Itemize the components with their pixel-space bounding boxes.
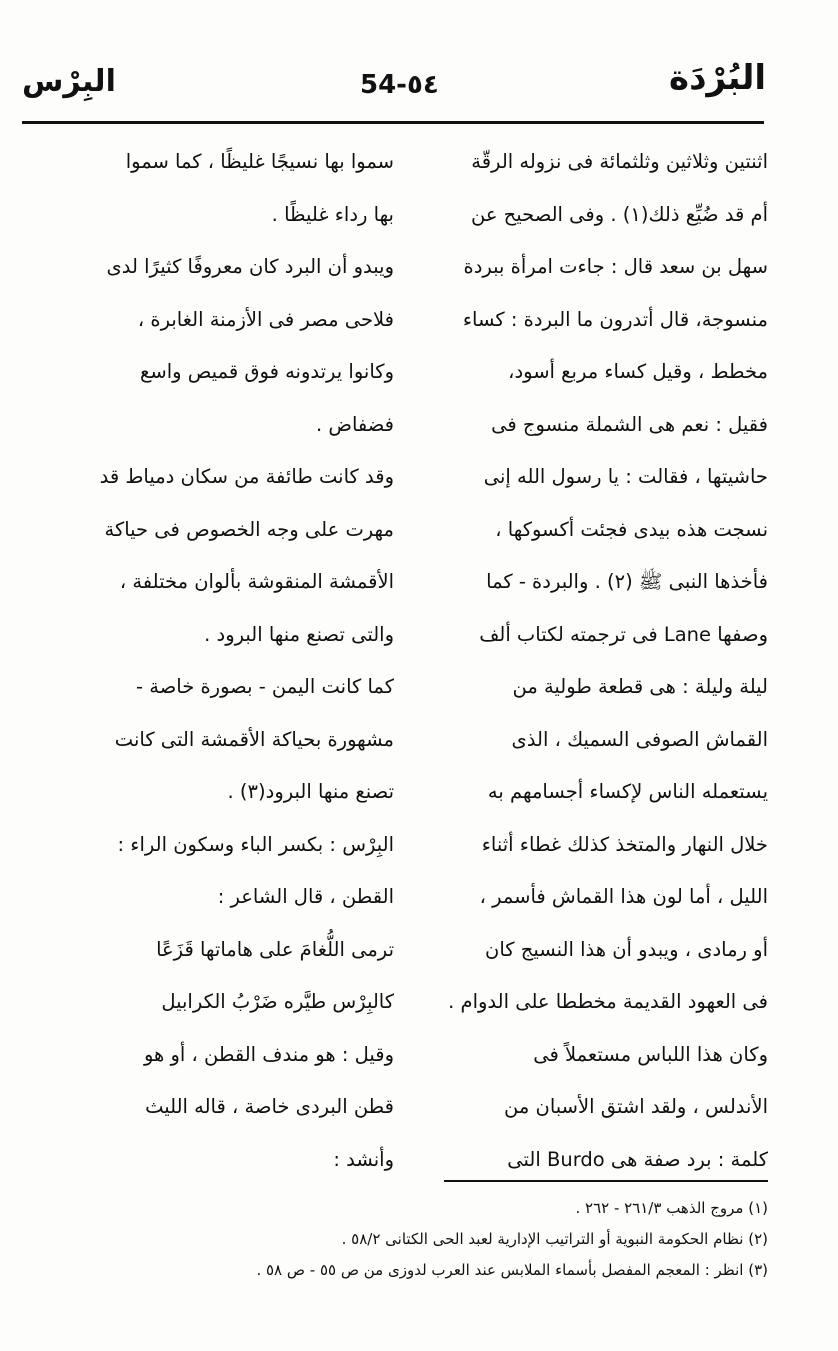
text-line: نسجت هذه بيدى فجئت أكسوكها ، <box>495 517 768 541</box>
text-column-right <box>430 136 768 1186</box>
text-line: مخطط ، وقيل كساء مربع أسود، <box>508 360 768 383</box>
text-line: ترمى اللُّغامَ على هاماتها قَزَعًا <box>156 937 394 961</box>
text-line: أو رمادى ، ويبدو أن هذا النسيج كان <box>485 937 768 961</box>
text-line: سهل بن سعد قال : جاءت امرأة ببردة <box>463 255 768 278</box>
text-line: حاشيتها ، فقالت : يا رسول الله إنى <box>483 465 768 488</box>
text-line: كما كانت اليمن - بصورة خاصة - <box>136 675 394 698</box>
text-line: بها رداء غليظًا . <box>271 202 394 226</box>
text-line: منسوجة، قال أتدرون ما البردة : كساء <box>462 307 768 331</box>
text-line: وكانوا يرتدونه فوق قميص واسع <box>140 360 394 383</box>
text-line: أم قد ضُيِّع ذلك(١) . وفى الصحيح عن <box>470 202 768 226</box>
text-line: مشهورة بحياكة الأقمشة التى كانت <box>114 727 394 751</box>
text-line: وقيل : هو مندف القطن ، أو هو <box>143 1042 394 1066</box>
running-head-left: البِرْس <box>22 64 116 99</box>
footnote-rule <box>444 1180 768 1182</box>
text-line: كالبِرْس طيَّره ضَرْبُ الكرابيل <box>161 990 394 1013</box>
text-line: الأندلس ، ولقد اشتق الأسبان من <box>504 1095 768 1118</box>
text-line: تصنع منها البرود(٣) . <box>227 780 394 803</box>
text-line: ويبدو أن البرد كان معروفًا كثيرًا لدى <box>106 255 394 278</box>
text-line: اثنتين وثلاثين وثلثمائة فى نزوله الرقّة <box>471 150 768 173</box>
text-line: فأخذها النبى ﷺ (٢) . والبردة - كما <box>486 570 768 593</box>
footnote: (٢) نظام الحكومة النبوية أو التراتيب الإدارية لعبد الحى الكتانى ٥٨/٢ . <box>341 1230 768 1248</box>
header-rule <box>22 121 764 124</box>
text-line: الأقمشة المنقوشة بألوان مختلفة ، <box>119 570 394 593</box>
text-line: القطن ، قال الشاعر : <box>217 885 394 908</box>
footnote: (٣) انظر : المعجم المفصل بأسماء الملابس عند العرب لدوزى من ص ٥٥ - ص ٥٨ . <box>256 1261 768 1279</box>
text-line: البِرْس : بكسر الباء وسكون الراء : <box>117 832 394 856</box>
text-line: خلال النهار والمتخذ كذلك غطاء أثناء <box>481 832 768 856</box>
text-line: وصفها Lane فى ترجمته لكتاب ألف <box>479 622 768 646</box>
text-column-left <box>22 136 394 1186</box>
text-line: القماش الصوفى السميك ، الذى <box>511 727 768 751</box>
text-line: فى العهود القديمة مخططا على الدوام . <box>448 990 768 1013</box>
text-line: يستعمله الناس لإكساء أجسامهم به <box>487 780 768 803</box>
text-line: سموا بها نسيجًا غليظًا ، كما سموا <box>125 150 394 173</box>
footnote: (١) مروج الذهب ٢٦١/٣ - ٢٦٢ . <box>575 1199 768 1217</box>
text-line: فقيل : نعم هى الشملة منسوج فى <box>491 412 768 436</box>
footnotes <box>78 1193 768 1286</box>
text-line: ليلة وليلة : هى قطعة طولية من <box>512 675 768 698</box>
text-line: قطن البردى خاصة ، قاله الليث <box>145 1095 394 1118</box>
text-line: كلمة : برد صفة هى Burdo التى <box>507 1147 768 1171</box>
text-line: مهرت على وجه الخصوص فى حياكة <box>104 517 394 541</box>
text-line: الليل ، أما لون هذا القماش فأسمر ، <box>479 885 768 908</box>
text-line: والتى تصنع منها البرود . <box>204 622 394 646</box>
page-number: 54-٥٤ <box>360 70 439 100</box>
running-head-right: البُرْدَة <box>669 58 766 98</box>
text-line: فلاحى مصر فى الأزمنة الغابرة ، <box>137 307 394 331</box>
text-line: فضفاض . <box>315 412 394 436</box>
text-line: وأنشد : <box>333 1147 394 1171</box>
text-line: وقد كانت طائفة من سكان دمياط قد <box>99 465 394 488</box>
text-line: وكان هذا اللباس مستعملاً فى <box>533 1042 768 1066</box>
